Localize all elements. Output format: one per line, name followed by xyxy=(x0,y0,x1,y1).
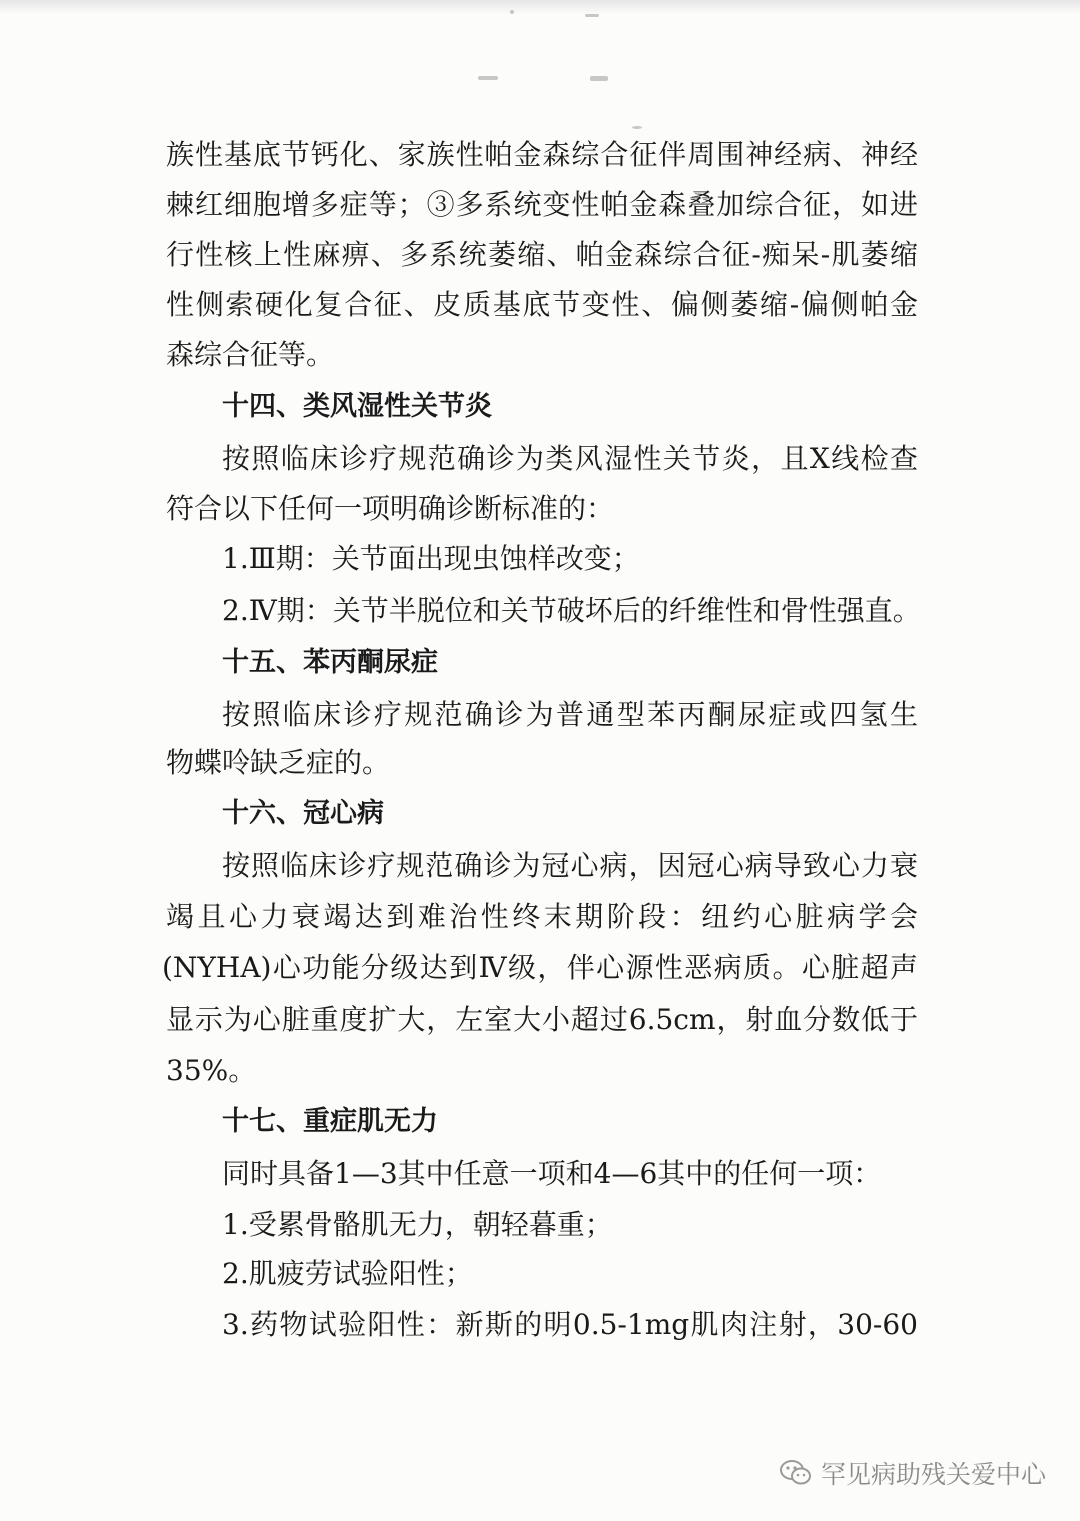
text-line: 按照临床诊疗规范确诊为普通型苯丙酮尿症或四氢生 xyxy=(222,698,918,731)
text-line: 1.Ⅲ期：关节面出现虫蚀样改变； xyxy=(222,542,640,575)
scan-edge xyxy=(0,0,1080,14)
text-line: (NYHA)心功能分级达到Ⅳ级，伴心源性恶病质。心脏超声 xyxy=(162,951,918,984)
text-line: 物蝶呤缺乏症的。 xyxy=(166,746,391,779)
scan-speck xyxy=(510,10,514,14)
text-line: 同时具备1—3其中任意一项和4—6其中的任何一项： xyxy=(222,1157,882,1190)
text-line: 森综合征等。 xyxy=(166,338,335,371)
text-line: 族性基底节钙化、家族性帕金森综合征伴周围神经病、神经 xyxy=(166,138,918,171)
watermark xyxy=(779,1455,1046,1491)
text-line: 显示为心脏重度扩大，左室大小超过6.5cm，射血分数低于 xyxy=(166,1003,918,1036)
section-heading: 十四、类风湿性关节炎 xyxy=(222,391,492,422)
section-heading: 十六、冠心病 xyxy=(222,798,384,829)
wechat-icon xyxy=(779,1459,813,1487)
watermark-text: 罕见病助残关爱中心 xyxy=(820,1460,1046,1489)
text-line: 行性核上性麻痹、多系统萎缩、帕金森综合征-痴呆-肌萎缩 xyxy=(166,238,918,271)
text-line: 35%。 xyxy=(166,1054,257,1087)
text-line: 按照临床诊疗规范确诊为冠心病，因冠心病导致心力衰 xyxy=(222,849,918,882)
text-line: 符合以下任何一项明确诊断标准的： xyxy=(166,492,615,525)
text-line: 按照临床诊疗规范确诊为类风湿性关节炎，且X线检查 xyxy=(222,442,918,475)
scan-speck xyxy=(632,126,642,129)
section-heading: 十五、苯丙酮尿症 xyxy=(222,647,438,678)
text-line: 1.受累骨骼肌无力，朝轻暮重； xyxy=(222,1208,613,1241)
text-line: 棘红细胞增多症等；③多系统变性帕金森叠加综合征，如进 xyxy=(166,188,918,221)
scan-speck xyxy=(585,14,599,17)
section-heading: 十七、重症肌无力 xyxy=(222,1106,438,1137)
scan-speck xyxy=(590,76,608,81)
text-line: 3.药物试验阳性：新斯的明0.5-1mg肌肉注射，30-60 xyxy=(222,1308,918,1341)
scan-speck xyxy=(478,76,498,80)
text-line: 2.Ⅳ期：关节半脱位和关节破坏后的纤维性和骨性强直。 xyxy=(222,594,921,627)
text-line: 竭且心力衰竭达到难治性终末期阶段：纽约心脏病学会 xyxy=(166,900,918,933)
text-line: 2.肌疲劳试验阳性； xyxy=(222,1257,473,1290)
text-line: 性侧索硬化复合征、皮质基底节变性、偏侧萎缩-偏侧帕金 xyxy=(166,288,918,321)
